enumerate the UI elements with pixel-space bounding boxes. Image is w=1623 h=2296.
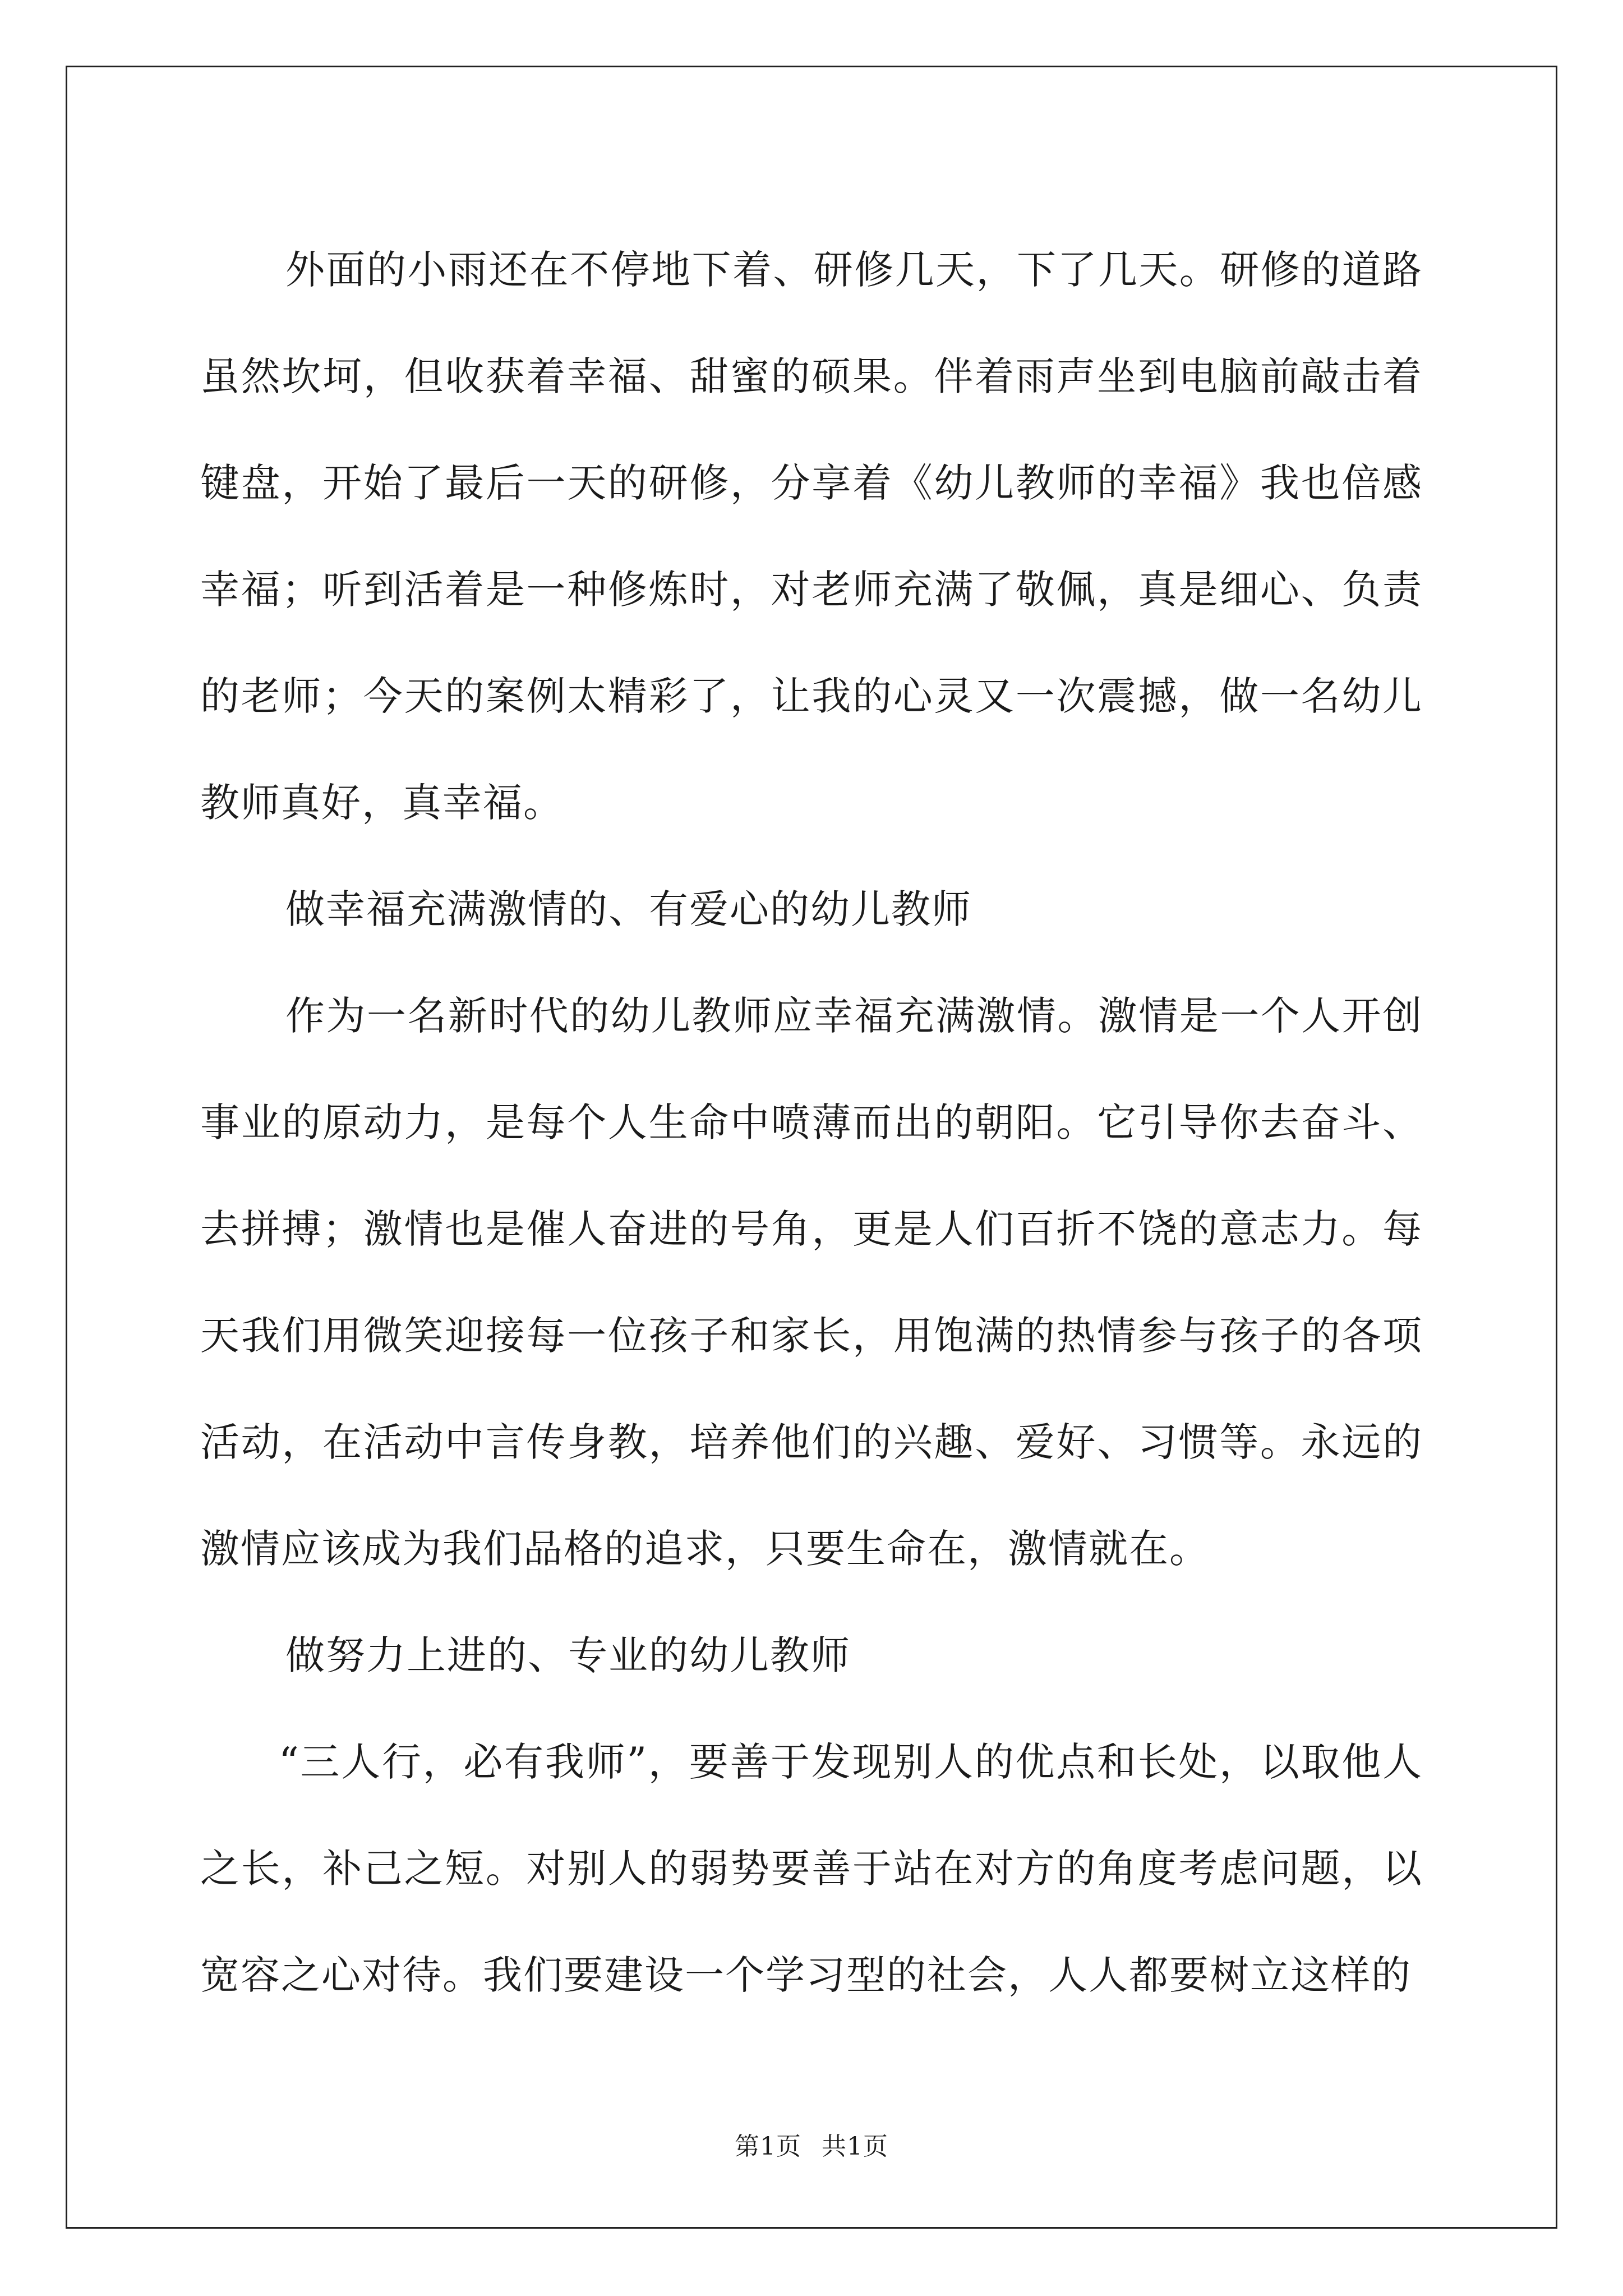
section-heading-passion: 做幸福充满激情的、有爱心的幼儿教师 [285,886,972,932]
section-heading-professional: 做努力上进的、专业的幼儿教师 [285,1632,851,1678]
page-number-current: 第1页 [735,2132,801,2161]
document-body [200,217,1423,2028]
paragraph-professional: “三人行，必有我师”，要善于发现别人的优点和长处，以取他人之长，补己之短。对别人的弱势要善于站在对方的角度考虑问题，以宽容之心对待。我们要建设一个学习型的社会，人人都要树立这样的 [200,1739,1423,1998]
paragraph-passion: 作为一名新时代的幼儿教师应幸福充满激情。激情是一个人开创事业的原动力，是每个人生命中喷薄而出的朝阳。它引导你去奋斗、去拼搏；激情也是催人奋进的号角，更是人们百折不饶的意志力。每天我们用微笑迎接每一位孩子和家长，用饱满的热情参与孩子的各项活动，在活动中言传身教，培养他们的兴趣、爱好、习惯等。永远的激情应该成为我们品格的追求，只要生命在，激情就在。 [200,993,1423,1572]
page-number-total: 共1页 [822,2132,888,2161]
paragraph-intro: 外面的小雨还在不停地下着、研修几天，下了几天。研修的道路虽然坎坷，但收获着幸福、甜蜜的硕果。伴着雨声坐到电脑前敲击着键盘，开始了最后一天的研修，分享着《幼儿教师的幸福》我也倍感幸福；听到活着是一种修炼时，对老师充满了敬佩，真是细心、负责的老师；今天的案例太精彩了，让我的心灵又一次震撼，做一名幼儿教师真好，真幸福。 [200,247,1423,826]
page-footer [0,2126,1623,2162]
